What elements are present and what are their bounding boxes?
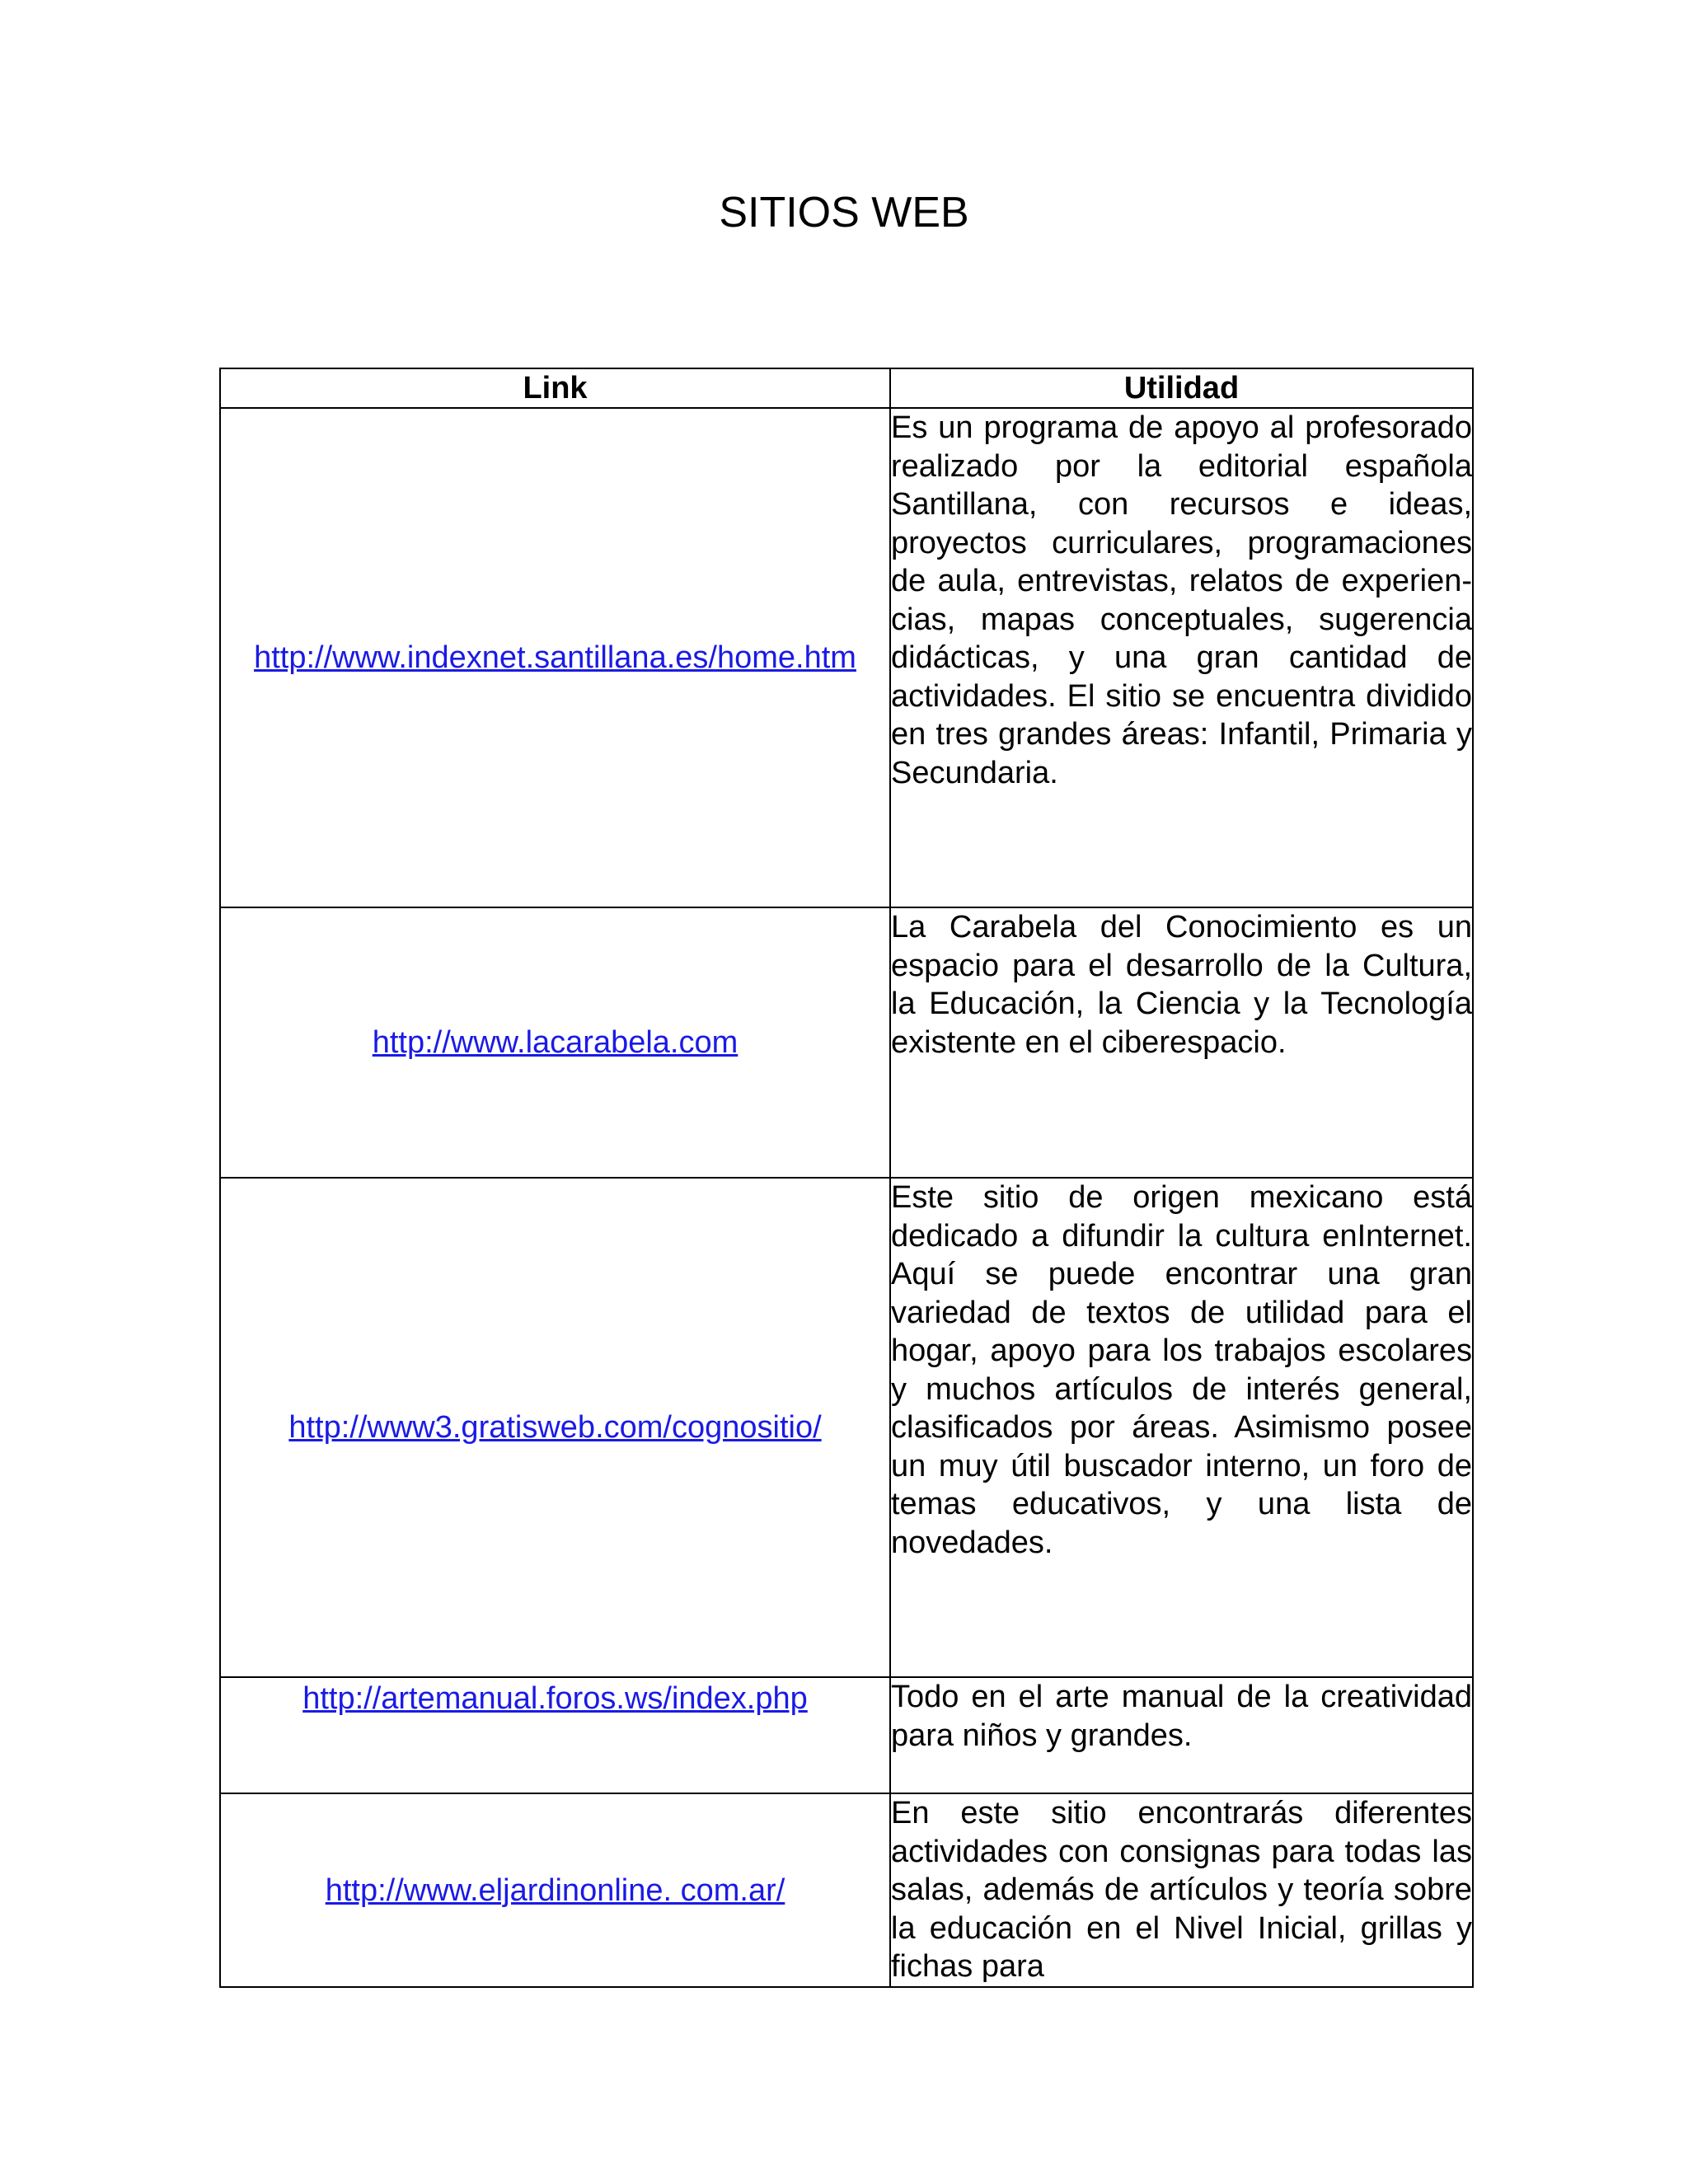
site-link-artemanual[interactable]: http://artemanual.foros.ws/index.php <box>302 1681 808 1716</box>
site-link-lacarabela[interactable]: http://www.lacarabela.com <box>372 1025 738 1060</box>
header-utilidad: Utilidad <box>890 368 1473 408</box>
site-link-indexnet[interactable]: http://www.indexnet.santillana.es/home.htm <box>254 640 856 675</box>
header-link: Link <box>220 368 890 408</box>
site-link-cognositio[interactable]: http://www3.gratisweb.com/cognositio/ <box>288 1410 822 1445</box>
table-row <box>220 408 1473 907</box>
table-row <box>220 907 1473 1178</box>
link-cell <box>220 1178 890 1677</box>
websites-table <box>219 368 1474 1988</box>
utilidad-cell: La Carabela del Conocimiento es un espacio para el desarrollo de la Cultura, la Educación, la Ciencia y la Tecnología existente en el ciberespacio. <box>890 907 1473 1178</box>
link-cell <box>220 907 890 1178</box>
utilidad-text: En este sitio encontrarás diferentes actividades con consignas para todas las salas, además de artículos y teoría sobre la educación en el Nivel Inicial, grillas y fichas para <box>891 1796 1472 1982</box>
site-link-eljardinonline[interactable]: http://www.eljardinonline. com.ar/ <box>325 1872 785 1908</box>
table-row <box>220 1178 1473 1677</box>
table-row <box>220 1793 1473 1987</box>
link-cell <box>220 1677 890 1793</box>
table-row <box>220 1677 1473 1793</box>
utilidad-cell: Este sitio de origen mexicano está dedicado a difundir la cultura enInternet. Aquí se puede encontrar una gran variedad de textos de utilidad para el hogar, apoyo para los trabajos escolares y muchos artículos de interés general, clasificados por áreas. Asimismo posee un muy útil buscador interno, un foro de temas educativos, y una lista de novedades. <box>890 1178 1473 1677</box>
table-header-row <box>220 368 1473 408</box>
page-title: SITIOS WEB <box>719 189 969 237</box>
utilidad-cell <box>890 1793 1473 1987</box>
utilidad-cell: Es un programa de apoyo al profesorado realizado por la editorial española Santillana, con recursos e ideas, proyectos curriculares, programaciones de aula, entrevistas, relatos de experien-cias, mapas conceptuales, sugerencia didácticas, y una gran cantidad de actividades. El sitio se encuentra dividido en tres grandes áreas: Infantil, Primaria y Secundaria. <box>890 408 1473 907</box>
link-cell <box>220 1793 890 1987</box>
utilidad-cell: Todo en el arte manual de la creatividad para niños y grandes. <box>890 1677 1473 1793</box>
link-cell <box>220 408 890 907</box>
